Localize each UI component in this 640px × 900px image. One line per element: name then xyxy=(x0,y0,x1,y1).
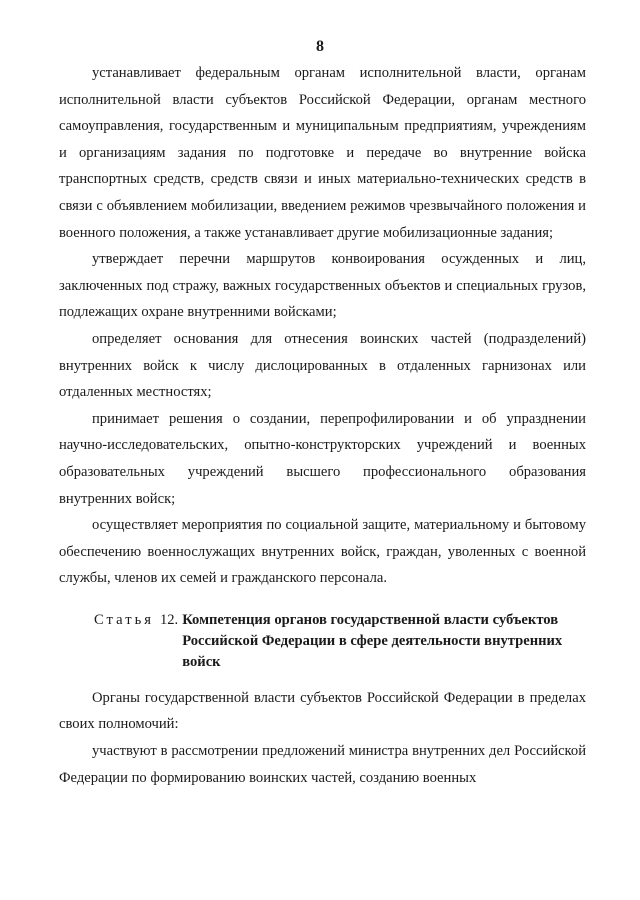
paragraph-convoy-routes: утверждает перечни маршрутов конвоирования осужденных и лиц, заключенных под стражу, важных государственных объектов и специальных грузов, подлежащих охране внутренними войсками; xyxy=(59,251,586,321)
paragraph-social-protection: осуществляет мероприятия по социальной защите, материальному и бытовому обеспечению военнослужащих внутренних войск, граждан, уволенных с военной службы, членов их семей и гражданского персонала. xyxy=(59,517,586,587)
article-number: 12. xyxy=(159,611,179,628)
document-body xyxy=(59,60,586,791)
paragraph-participation: участвуют в рассмотрении предложений министра внутренних дел Российской Федерации по формированию воинских частей, созданию военных xyxy=(59,743,586,786)
article-prefix: Статья xyxy=(94,611,154,628)
paragraph-remote-garrisons: определяет основания для отнесения воинских частей (подразделений) внутренних войск к числу дислоцированных в отдаленных гарнизонах или отдаленных местностях; xyxy=(59,330,586,401)
paragraph-institutions: принимает решения о создании, перепрофилировании и об упразднении научно-исследовательских, опытно-конструкторских учреждений и военных образовательных учреждений высшего профессионального образования внутренних войск; xyxy=(59,410,586,507)
article-title: Компетенция органов государственной власти субъектов Российской Федерации в сфере деятельности внутренних войск xyxy=(182,611,563,670)
paragraph-mobilization-tasks: устанавливает федеральным органам исполнительной власти, органам исполнительной власти субъектов Российской Федерации, органам местного самоуправления, государственным и муниципальным предприятиям, учреждениям и организациям задания по подготовке и передаче во внутренние войска транспортных средств, средств связи и иных материально-технических средств в связи с объявлением мобилизации, введением режимов чрезвычайного положения и военного положения, а также устанавливает другие мобилизационные задания; xyxy=(59,65,586,241)
article-heading xyxy=(59,610,586,673)
page-number: 8 xyxy=(316,38,324,55)
paragraph-regional-authorities: Органы государственной власти субъектов Российской Федерации в пределах своих полномочий: xyxy=(59,689,586,733)
